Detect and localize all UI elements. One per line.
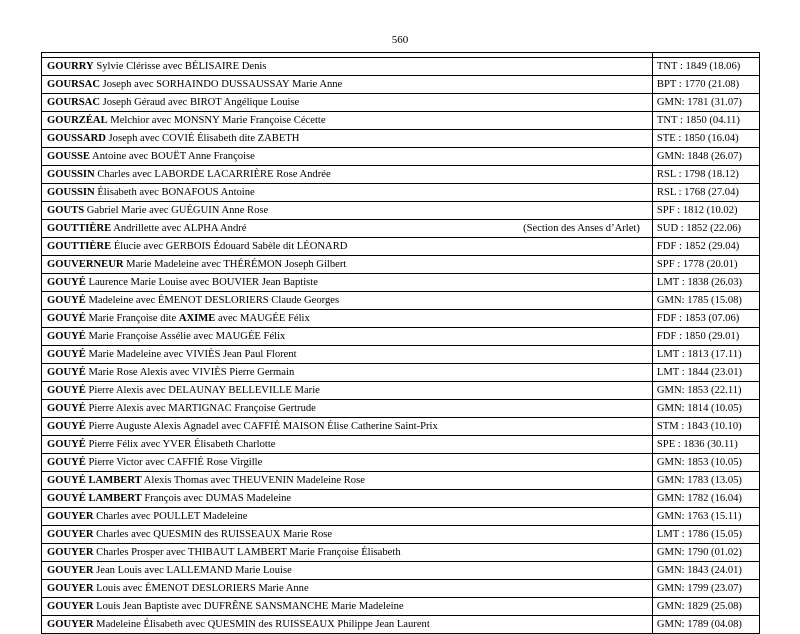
entry-names: Marie Françoise dite	[85, 312, 179, 324]
table-row	[42, 148, 760, 166]
entry-surname: GOUTTIÈRE	[47, 240, 112, 252]
entry-reference: LMT : 1838 (26.03)	[652, 274, 759, 292]
entry-cell	[42, 400, 653, 418]
entry-cell	[42, 94, 653, 112]
entry-names-continued: avec MAUGÉE Félix	[215, 312, 310, 324]
entry-reference: GMN: 1781 (31.07)	[652, 94, 759, 112]
entry-names: Madeleine avec ÉMENOT DESLORIERS Claude Georges	[85, 294, 340, 306]
entry-surname: GOURZÉAL	[47, 114, 108, 126]
entry-names: Melchior avec MONSNY Marie Françoise Cécette	[107, 114, 326, 126]
entry-cell	[42, 508, 653, 526]
entry-reference: GMN: 1843 (24.01)	[652, 562, 759, 580]
entry-cell	[42, 436, 653, 454]
entry-names: Antoine avec BOUËT Anne Françoise	[89, 150, 255, 162]
entry-cell	[42, 202, 653, 220]
table-row	[42, 598, 760, 616]
table-row	[42, 166, 760, 184]
table-row	[42, 508, 760, 526]
entry-reference: GMN: 1814 (10.05)	[652, 400, 759, 418]
entry-surname: GOUSSE	[47, 150, 90, 162]
entry-surname: GOUYÉ LAMBERT	[47, 492, 142, 504]
entry-reference: GMN: 1848 (26.07)	[652, 148, 759, 166]
entry-reference: STM : 1843 (10.10)	[652, 418, 759, 436]
entry-reference: SUD : 1852 (22.06)	[652, 220, 759, 238]
entry-surname: GOUYER	[47, 528, 94, 540]
table-row	[42, 274, 760, 292]
entry-nickname: AXIME	[178, 312, 216, 324]
entry-names: Pierre Félix avec YVER Élisabeth Charlotte	[85, 438, 276, 450]
entry-cell	[42, 184, 653, 202]
entry-cell	[42, 76, 653, 94]
table-row	[42, 112, 760, 130]
entry-cell	[42, 238, 653, 256]
entry-reference: LMT : 1844 (23.01)	[652, 364, 759, 382]
entry-reference: GMN: 1790 (01.02)	[652, 544, 759, 562]
entry-reference: RSL : 1798 (18.12)	[652, 166, 759, 184]
entry-reference: FDF : 1850 (29.01)	[652, 328, 759, 346]
entry-names: Jean Louis avec LALLEMAND Marie Louise	[93, 564, 292, 576]
entry-surname: GOUYÉ	[47, 420, 86, 432]
entry-surname: GOUYÉ	[47, 294, 86, 306]
entry-surname: GOUYER	[47, 564, 94, 576]
entry-reference: LMT : 1786 (15.05)	[652, 526, 759, 544]
table-row	[42, 328, 760, 346]
entry-cell	[42, 112, 653, 130]
entry-cell	[42, 220, 653, 238]
entry-cell	[42, 166, 653, 184]
entry-reference: GMN: 1853 (10.05)	[652, 454, 759, 472]
entry-names: Marie Françoise Assélie avec MAUGÉE Félix	[85, 330, 286, 342]
entry-reference: STE : 1850 (16.04)	[652, 130, 759, 148]
entry-cell	[42, 454, 653, 472]
entry-reference: SPF : 1812 (10.02)	[652, 202, 759, 220]
entry-reference: GMN: 1853 (22.11)	[652, 382, 759, 400]
entry-surname: GOUYER	[47, 546, 94, 558]
table-row	[42, 220, 760, 238]
entry-reference: GMN: 1782 (16.04)	[652, 490, 759, 508]
entry-reference: FDF : 1852 (29.04)	[652, 238, 759, 256]
table-row	[42, 562, 760, 580]
entry-names: Louis Jean Baptiste avec DUFRÊNE SANSMANCHE Marie Madeleine	[93, 600, 404, 612]
table-row	[42, 454, 760, 472]
entry-cell	[42, 364, 653, 382]
table-row	[42, 436, 760, 454]
entry-surname: GOUSSARD	[47, 132, 106, 144]
entry-surname: GOUYÉ	[47, 456, 86, 468]
entry-names: Élucie avec GERBOIS Édouard Sabèle dit LÉONARD	[111, 240, 348, 252]
entry-names: Alexis Thomas avec THEUVENIN Madeleine Rose	[141, 474, 365, 486]
marriage-register-table	[41, 52, 760, 634]
entry-surname: GOUYER	[47, 600, 94, 612]
entry-cell	[42, 58, 653, 76]
table-row	[42, 256, 760, 274]
entry-cell	[42, 274, 653, 292]
entry-names: Marie Madeleine avec VIVIÈS Jean Paul Florent	[85, 348, 297, 360]
entry-names: Marie Madeleine avec THÉRÉMON Joseph Gilbert	[123, 258, 347, 270]
entry-note: (Section des Anses d’Arlet)	[523, 222, 640, 234]
entry-surname: GOURSAC	[47, 78, 100, 90]
table-row	[42, 418, 760, 436]
entry-reference: TNT : 1849 (18.06)	[652, 58, 759, 76]
page-number: 560	[391, 34, 409, 46]
entry-cell	[42, 382, 653, 400]
entry-cell	[42, 580, 653, 598]
entry-reference: GMN: 1763 (15.11)	[652, 508, 759, 526]
entry-reference: TNT : 1850 (04.11)	[652, 112, 759, 130]
entry-surname: GOUYÉ	[47, 402, 86, 414]
entry-reference: GMN: 1829 (25.08)	[652, 598, 759, 616]
table-row	[42, 202, 760, 220]
entry-surname: GOUYÉ	[47, 312, 86, 324]
table-row	[42, 130, 760, 148]
entry-names: Pierre Auguste Alexis Agnadel avec CAFFIÉ MAISON Élise Catherine Saint-Prix	[85, 420, 438, 432]
entry-surname: GOUYER	[47, 582, 94, 594]
entry-reference: GMN: 1799 (23.07)	[652, 580, 759, 598]
entry-names: Marie Rose Alexis avec VIVIÈS Pierre Germain	[85, 366, 295, 378]
entry-surname: GOUYER	[47, 510, 94, 522]
entry-names: Pierre Alexis avec DELAUNAY BELLEVILLE Marie	[85, 384, 320, 396]
table-row	[42, 184, 760, 202]
table-row	[42, 526, 760, 544]
entry-names: Élisabeth avec BONAFOUS Antoine	[94, 186, 255, 198]
table-row	[42, 580, 760, 598]
entry-surname: GOUYÉ	[47, 330, 86, 342]
entry-reference: FDF : 1853 (07.06)	[652, 310, 759, 328]
entry-surname: GOURRY	[47, 60, 94, 72]
table-row	[42, 346, 760, 364]
table-row	[42, 472, 760, 490]
entry-names: Madeleine Élisabeth avec QUESMIN des RUISSEAUX Philippe Jean Laurent	[93, 618, 430, 630]
entry-surname: GOUVERNEUR	[47, 258, 124, 270]
entry-surname: GOUYÉ	[47, 276, 86, 288]
table-row	[42, 400, 760, 418]
entry-names: Charles avec POULLET Madeleine	[93, 510, 248, 522]
entry-surname: GOUYÉ	[47, 438, 86, 450]
entry-names: François avec DUMAS Madeleine	[141, 492, 292, 504]
table-row	[42, 544, 760, 562]
entry-names: Charles Prosper avec THIBAUT LAMBERT Marie Françoise Élisabeth	[93, 546, 401, 558]
entry-surname: GOUYÉ	[47, 348, 86, 360]
table-row	[42, 292, 760, 310]
entry-surname: GOUTTIÈRE	[47, 222, 112, 234]
entry-reference: GMN: 1785 (15.08)	[652, 292, 759, 310]
entry-surname: GOUYÉ	[47, 366, 86, 378]
table-row	[42, 382, 760, 400]
entry-surname: GOUSSIN	[47, 186, 95, 198]
entry-names: Gabriel Marie avec GUÉGUIN Anne Rose	[84, 204, 269, 216]
entry-cell	[42, 418, 653, 436]
table-row	[42, 76, 760, 94]
entry-cell	[42, 256, 653, 274]
entry-names: Sylvie Clérisse avec BÉLISAIRE Denis	[93, 60, 267, 72]
table-row	[42, 616, 760, 634]
entry-surname: GOUYER	[47, 618, 94, 630]
entry-cell	[42, 526, 653, 544]
table-row	[42, 94, 760, 112]
entry-reference: BPT : 1770 (21.08)	[652, 76, 759, 94]
entry-cell	[42, 472, 653, 490]
entry-cell	[42, 598, 653, 616]
table-row	[42, 238, 760, 256]
entry-names: Louis avec ÉMENOT DESLORIERS Marie Anne	[93, 582, 309, 594]
entry-names: Charles avec LABORDE LACARRIÈRE Rose Andrée	[94, 168, 331, 180]
entry-names: Pierre Victor avec CAFFIÉ Rose Virgille	[85, 456, 263, 468]
table-row	[42, 310, 760, 328]
entry-cell	[42, 292, 653, 310]
table-row	[42, 58, 760, 76]
entry-reference: SPE : 1836 (30.11)	[652, 436, 759, 454]
entry-cell	[42, 328, 653, 346]
entry-cell	[42, 148, 653, 166]
entry-reference: GMN: 1789 (04.08)	[652, 616, 759, 634]
entry-names: Laurence Marie Louise avec BOUVIER Jean Baptiste	[85, 276, 318, 288]
entry-names: Joseph Géraud avec BIROT Angélique Louise	[99, 96, 300, 108]
entry-cell	[42, 130, 653, 148]
entry-cell	[42, 616, 653, 634]
entry-reference: RSL : 1768 (27.04)	[652, 184, 759, 202]
entry-cell	[42, 310, 653, 328]
entry-surname: GOUYÉ LAMBERT	[47, 474, 142, 486]
entry-reference: LMT : 1813 (17.11)	[652, 346, 759, 364]
entry-surname: GOUYÉ	[47, 384, 86, 396]
table-row	[42, 490, 760, 508]
entry-cell	[42, 544, 653, 562]
entry-cell	[42, 562, 653, 580]
entry-reference: GMN: 1783 (13.05)	[652, 472, 759, 490]
entry-surname: GOURSAC	[47, 96, 100, 108]
entry-names: Pierre Alexis avec MARTIGNAC Françoise Gertrude	[85, 402, 316, 414]
entry-reference: SPF : 1778 (20.01)	[652, 256, 759, 274]
entry-surname: GOUSSIN	[47, 168, 95, 180]
entry-names: Joseph avec SORHAINDO DUSSAUSSAY Marie Anne	[99, 78, 343, 90]
entry-cell	[42, 346, 653, 364]
entry-names: Charles avec QUESMIN des RUISSEAUX Marie Rose	[93, 528, 333, 540]
entry-cell	[42, 490, 653, 508]
entry-names: Joseph avec COVIÉ Élisabeth dite ZABETH	[105, 132, 300, 144]
table-row	[42, 364, 760, 382]
entry-names: Andrillette avec ALPHA André	[111, 222, 247, 234]
entry-surname: GOUTS	[47, 204, 85, 216]
